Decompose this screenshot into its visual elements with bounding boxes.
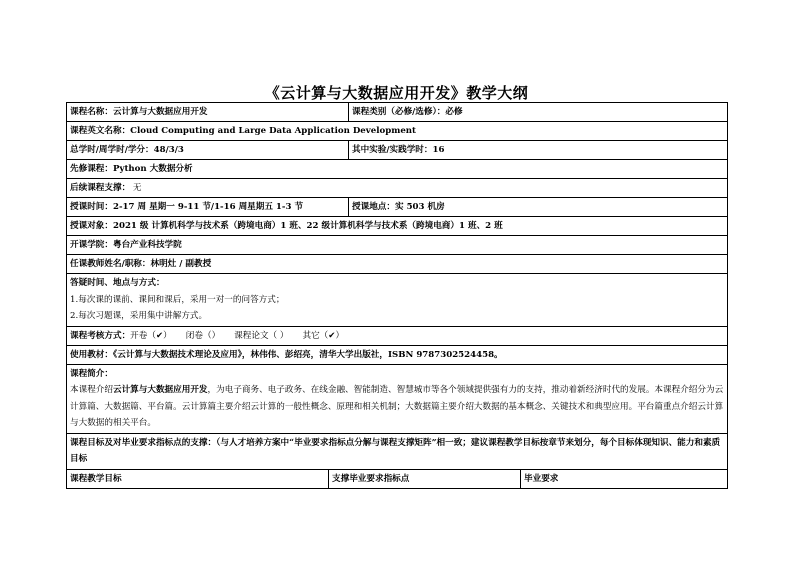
- syllabus-table: [66, 102, 728, 489]
- row-textbook: [67, 345, 728, 364]
- lab-hours-label: 其中实验/实践学时：: [352, 145, 433, 155]
- hours-value: 48/3/3: [153, 145, 184, 155]
- col-header-requirement: 毕业要求: [521, 469, 728, 488]
- schedule-value: 2-17 周 星期一 9-11 节/1-16 周星期五 1-3 节: [112, 202, 304, 212]
- course-name-value: 云计算与大数据应用开发: [112, 107, 208, 117]
- other-check-icon: ✔: [328, 330, 336, 341]
- teacher-value: 林明灶 / 副教授: [150, 259, 212, 269]
- schedule-label: 授课时间：: [70, 202, 113, 212]
- location-label: 授课地点：: [352, 202, 395, 212]
- exam-cell: [67, 326, 728, 345]
- exam-closed-label: 闭卷（）: [185, 330, 221, 341]
- audience-cell: [67, 217, 728, 236]
- teacher-label: 任课教师姓名/职称：: [70, 259, 151, 269]
- row-english-name: [67, 122, 728, 141]
- prereq-label: 先修课程：: [70, 164, 113, 174]
- intro-body: ，为电子商务、电子政务、在线金融、智能制造、智慧城市等各个领域提供强有力的支持，推动着新经济时代的发展。本课程介绍分为云计算篇、大数据篇、平台篇。云计算篇主要介绍云计算的一般性概念、原理和相关机制；大数据篇主要介绍大数据的基本概念、关键技术和典型应用。平台篇重点介绍云计算与大数据的相关平台。: [70, 385, 724, 428]
- col-header-objective: 课程教学目标: [67, 469, 329, 488]
- english-name-value: Cloud Computing and Large Data Application Development: [130, 126, 417, 136]
- exam-open-close: ）: [163, 330, 172, 341]
- row-prereq: [67, 160, 728, 179]
- prereq-cell: [67, 160, 728, 179]
- followup-label: 后续课程支撑：: [70, 183, 131, 193]
- textbook-label: 使用教材：: [70, 349, 113, 360]
- course-type-cell: [349, 103, 728, 122]
- hours-cell: [67, 141, 349, 160]
- objectives-note: （与人才培养方案中“毕业要求指标点分解与课程支撑矩阵”相一致；建议课程教学目标按章节来划分，每个目标体现知识、能力和素质目标: [70, 437, 721, 464]
- audience-value: 2021 级 计算机科学与技术系（跨境电商）1 班、22 级计算机科学与技术系（跨境电商）1 班、2 班: [112, 221, 503, 231]
- followup-value: 无: [132, 183, 142, 193]
- qa-line-2: 2.每次习题课，采用集中讲解方式。: [70, 311, 208, 321]
- row-objectives: [67, 433, 728, 469]
- followup-cell: [67, 179, 728, 198]
- row-audience: [67, 217, 728, 236]
- row-qa: [67, 274, 728, 327]
- intro-course: 云计算与大数据应用开发: [112, 385, 208, 395]
- row-teacher: [67, 255, 728, 274]
- intro-prefix: 本课程介绍: [70, 385, 113, 395]
- hours-label: 总学时/周学时/学分：: [70, 145, 154, 155]
- qa-label: 答疑时间、地点与方式：: [70, 278, 165, 288]
- objectives-text: [70, 435, 724, 468]
- intro-cell: [67, 364, 728, 433]
- textbook-cell: [67, 345, 728, 364]
- location-cell: [349, 198, 728, 217]
- course-name-cell: [67, 103, 349, 122]
- english-name-cell: [67, 122, 728, 141]
- row-column-headers: [67, 469, 728, 488]
- row-hours: [67, 141, 728, 160]
- qa-cell: [67, 274, 728, 327]
- lab-hours-cell: [349, 141, 728, 160]
- exam-paper-label: 课程论文（ ）: [234, 330, 289, 341]
- course-type-value: 必修: [445, 107, 463, 117]
- objectives-label: 课程目标及对毕业要求指标点的支撑：: [70, 437, 217, 448]
- row-followup: [67, 179, 728, 198]
- audience-label: 授课对象：: [70, 221, 113, 231]
- intro-label: 课程简介：: [70, 368, 113, 379]
- qa-line-1: 1.每次课的课前、课间和课后，采用一对一的问答方式；: [70, 294, 285, 305]
- college-label: 开课学院：: [70, 240, 113, 250]
- row-college: [67, 236, 728, 255]
- textbook-value: 《云计算与大数据技术理论及应用》，林伟伟、彭绍亮，清华大学出版社，ISBN 9787302524458。: [112, 349, 503, 360]
- exam-label: 课程考核方式：: [70, 330, 131, 341]
- college-cell: [67, 236, 728, 255]
- prereq-value: Python 大数据分析: [112, 164, 193, 174]
- row-exam: [67, 326, 728, 345]
- row-schedule: [67, 198, 728, 217]
- course-type-label: 课程类别（必修/选修）：: [352, 107, 446, 117]
- lab-hours-value: 16: [432, 145, 445, 155]
- objectives-cell: [67, 433, 728, 469]
- col-header-indicator: 支撑毕业要求指标点: [329, 469, 521, 488]
- page-title: 《云计算与大数据应用开发》教学大纲: [264, 84, 529, 102]
- location-value: 实 503 机房: [394, 202, 445, 212]
- row-course-name: [67, 103, 728, 122]
- teacher-cell: [67, 255, 728, 274]
- college-value: 粤台产业科技学院: [112, 240, 182, 250]
- exam-other-close: ）: [335, 330, 345, 341]
- english-name-label: 课程英文名称：: [70, 126, 131, 136]
- schedule-cell: [67, 198, 349, 217]
- course-name-label: 课程名称：: [70, 107, 113, 117]
- exam-other-label: 其它（: [302, 330, 329, 341]
- open-check-icon: ✔: [155, 330, 164, 341]
- row-intro: [67, 364, 728, 433]
- exam-open-label: 开卷（: [130, 330, 156, 341]
- intro-text: [70, 382, 724, 432]
